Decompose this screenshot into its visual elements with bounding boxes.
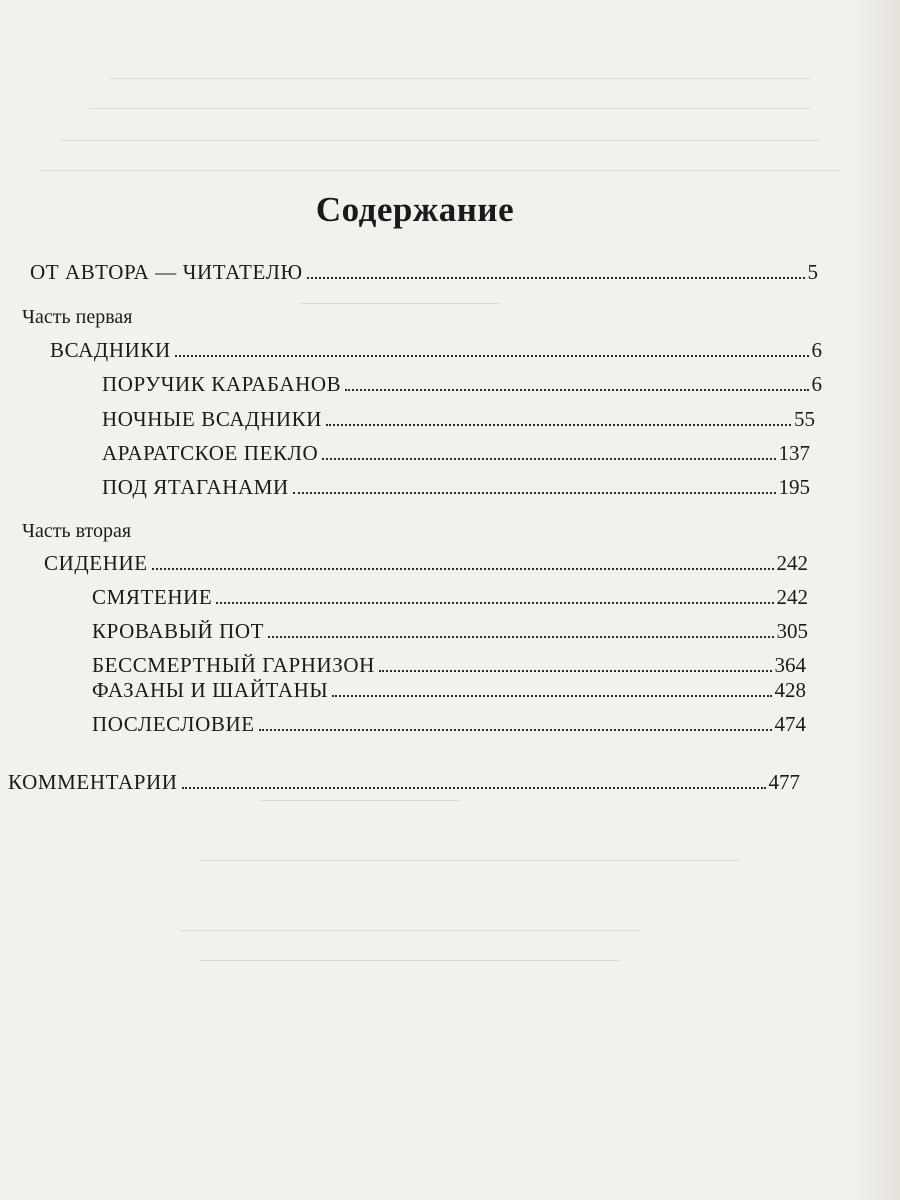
- toc-entry-label: ВСАДНИКИ: [50, 338, 171, 362]
- toc-entry-kommentarii[interactable]: [8, 772, 800, 793]
- toc-entry-bessmertnyi-garnizon[interactable]: [92, 655, 806, 676]
- toc-entry-vsadniki[interactable]: [50, 340, 822, 361]
- toc-entry-poruchik-karabanov[interactable]: [102, 374, 822, 395]
- page-edge-shadow: [860, 0, 900, 1200]
- toc-entry-page: 195: [778, 475, 810, 499]
- bleed-line: [90, 108, 810, 109]
- bleed-line: [200, 860, 740, 861]
- toc-entry-krovavyi-pot[interactable]: [92, 621, 808, 642]
- leader-dots: [326, 423, 791, 426]
- bleed-line: [200, 960, 620, 961]
- toc-entry-label: ПОД ЯТАГАНАМИ: [102, 475, 289, 499]
- toc-entry-page: 305: [776, 619, 808, 643]
- part-heading-second: Часть вторая: [22, 520, 132, 542]
- bleed-line: [110, 78, 810, 79]
- bleed-line: [40, 170, 840, 171]
- toc-entry-label: КРОВАВЫЙ ПОТ: [92, 619, 265, 643]
- toc-entry-pod-yataganami[interactable]: [102, 477, 810, 498]
- toc-entry-fazany-i-shaitany[interactable]: [92, 680, 806, 701]
- toc-entry-label: ПОСЛЕСЛОВИЕ: [92, 712, 255, 736]
- bleed-line: [180, 930, 640, 931]
- toc-entry-label: ОТ АВТОРА — ЧИТАТЕЛЮ: [30, 260, 303, 284]
- toc-entry-page: 137: [778, 441, 810, 465]
- leader-dots: [259, 728, 772, 731]
- leader-dots: [379, 669, 772, 672]
- toc-entry-label: СМЯТЕНИЕ: [92, 585, 213, 609]
- toc-entry-nochnye-vsadniki[interactable]: [102, 409, 815, 430]
- bleed-line: [300, 303, 500, 304]
- toc-entry-page: 6: [811, 338, 822, 362]
- toc-entry-page: 5: [807, 260, 818, 284]
- toc-entry-page: 242: [776, 551, 808, 575]
- toc-entry-page: 428: [774, 678, 806, 702]
- toc-entry-label: НОЧНЫЕ ВСАДНИКИ: [102, 407, 322, 431]
- toc-entry-posleslovie[interactable]: [92, 714, 806, 735]
- leader-dots: [152, 567, 774, 570]
- toc-entry-page: 474: [774, 712, 806, 736]
- leader-dots: [332, 694, 771, 697]
- toc-entry-label: КОММЕНТАРИИ: [8, 770, 178, 794]
- toc-entry-from-author[interactable]: [30, 262, 818, 283]
- leader-dots: [345, 388, 808, 391]
- toc-entry-label: ПОРУЧИК КАРАБАНОВ: [102, 372, 342, 396]
- toc-entry-page: 55: [794, 407, 815, 431]
- toc-entry-label: ФАЗАНЫ И ШАЙТАНЫ: [92, 678, 329, 702]
- leader-dots: [268, 635, 773, 638]
- bleed-line: [260, 800, 460, 801]
- toc-entry-page: 6: [811, 372, 822, 396]
- toc-entry-page: 242: [776, 585, 808, 609]
- toc-entry-label: АРАРАТСКОЕ ПЕКЛО: [102, 441, 319, 465]
- leader-dots: [307, 276, 805, 279]
- toc-entry-smyatenie[interactable]: [92, 587, 808, 608]
- toc-entry-sidenie[interactable]: [44, 553, 808, 574]
- part-heading-first: Часть первая: [22, 306, 133, 328]
- toc-entry-page: 364: [774, 653, 806, 677]
- toc-entry-label: СИДЕНИЕ: [44, 551, 148, 575]
- leader-dots: [322, 457, 775, 460]
- bleed-line: [60, 140, 820, 141]
- toc-entry-araratskoe-peklo[interactable]: [102, 443, 810, 464]
- leader-dots: [182, 786, 766, 789]
- toc-entry-page: 477: [768, 770, 800, 794]
- leader-dots: [175, 354, 809, 357]
- leader-dots: [216, 601, 773, 604]
- toc-entry-label: БЕССМЕРТНЫЙ ГАРНИЗОН: [92, 653, 375, 677]
- leader-dots: [293, 491, 776, 494]
- toc-title: Содержание: [315, 190, 515, 229]
